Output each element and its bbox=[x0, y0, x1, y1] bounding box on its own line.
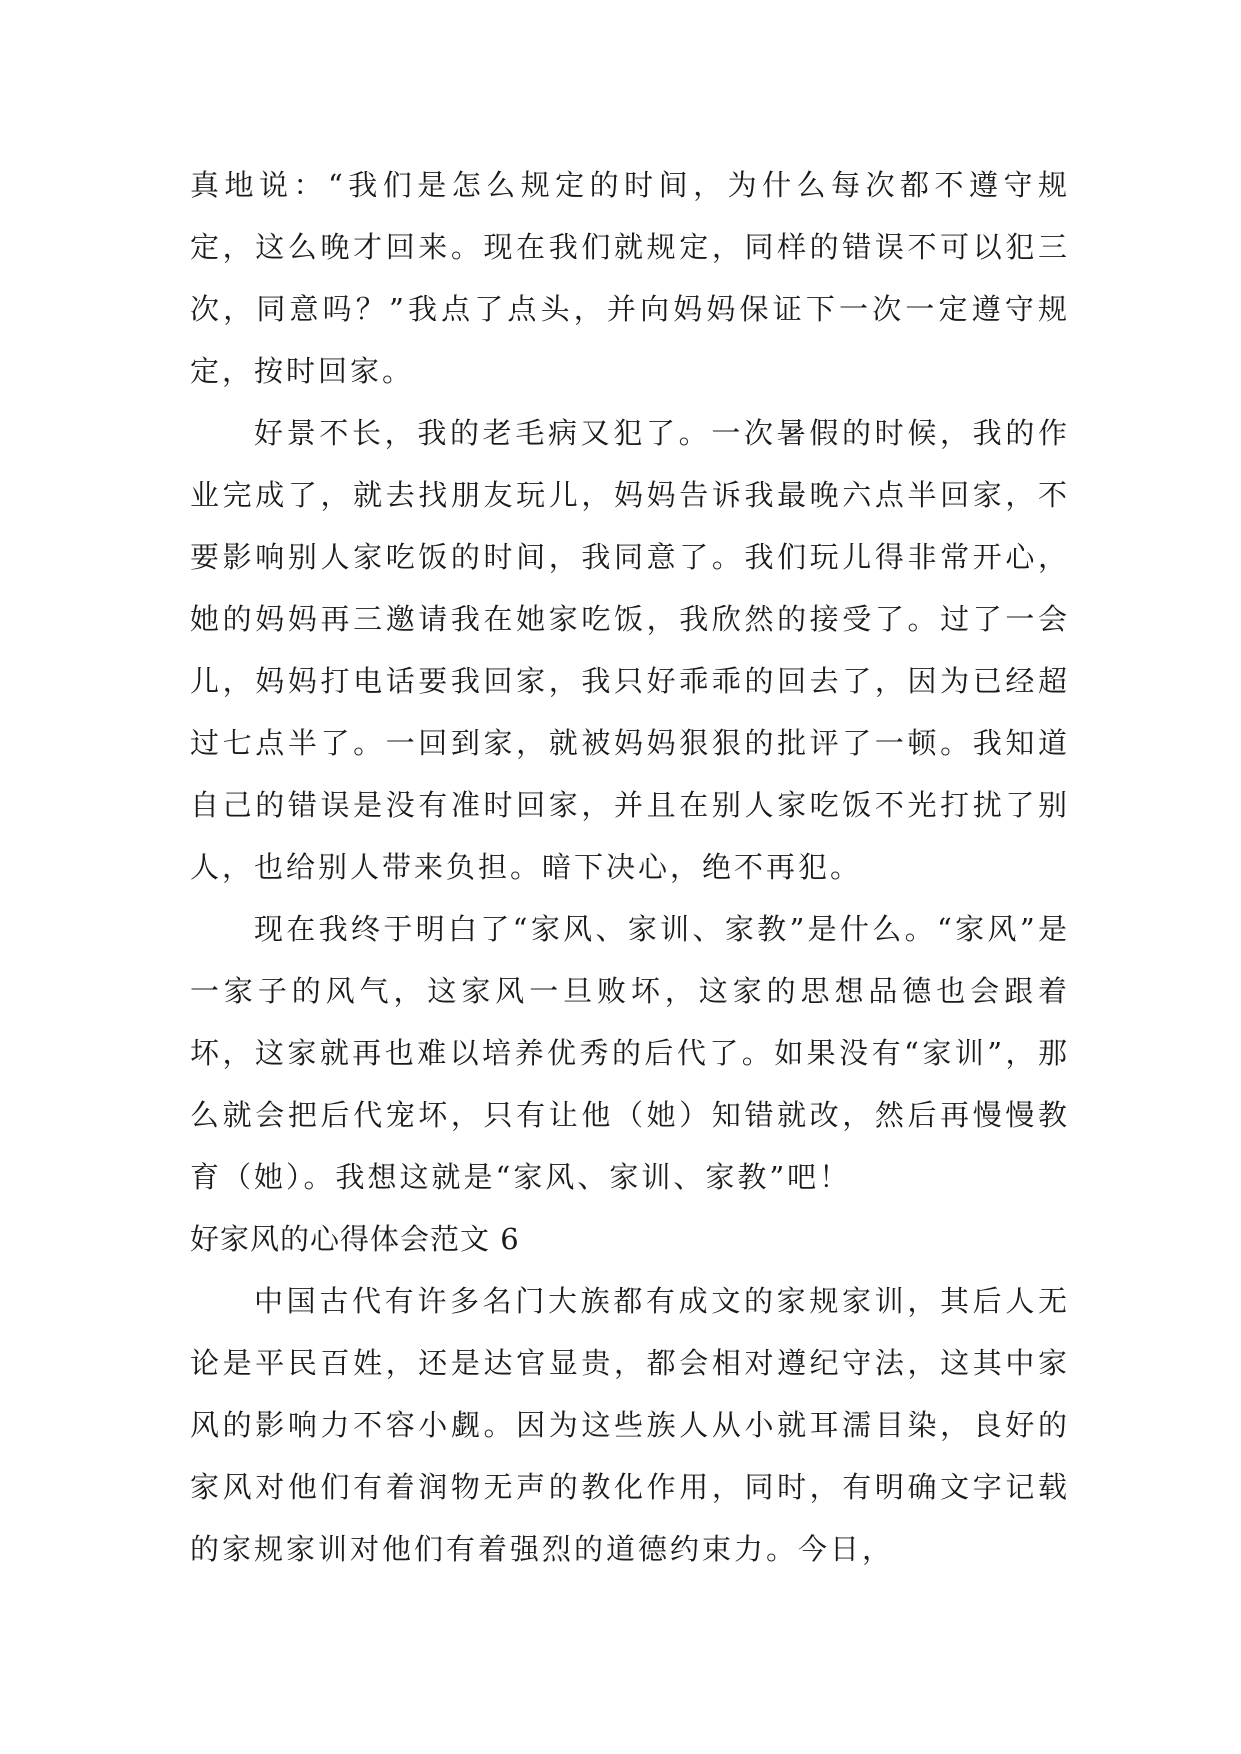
paragraph-continuation: 真地说：“我们是怎么规定的时间，为什么每次都不遵守规定，这么晚才回来。现在我们就规定，同样的错误不可以犯三次，同意吗？”我点了点头，并向妈妈保证下一次一定遵守规定，按时回家。 bbox=[190, 168, 1070, 388]
paragraph-conclusion: 现在我终于明白了“家风、家训、家教”是什么。“家风”是一家子的风气，这家风一旦败坏，这家的思想品德也会跟着坏，这家就再也难以培养优秀的后代了。如果没有“家训”，那么就会把后代宠坏，只有让他（她）知错就改，然后再慢慢教育（她）。我想这就是“家风、家训、家教”吧！ bbox=[190, 912, 1070, 1194]
paragraph-summer-story: 好景不长，我的老毛病又犯了。一次暑假的时候，我的作业完成了，就去找朋友玩儿，妈妈告诉我最晚六点半回家，不要影响别人家吃饭的时间，我同意了。我们玩儿得非常开心，她的妈妈再三邀请我在她家吃饭，我欣然的接受了。过了一会儿，妈妈打电话要我回家，我只好乖乖的回去了，因为已经超过七点半了。一回到家，就被妈妈狠狠的批评了一顿。我知道自己的错误是没有准时回家，并且在别人家吃饭不光打扰了别人，也给别人带来负担。暗下决心，绝不再犯。 bbox=[190, 416, 1070, 884]
document-body bbox=[190, 154, 1070, 1580]
paragraph-ancient-families: 中国古代有许多名门大族都有成文的家规家训，其后人无论是平民百姓，还是达官显贵，都会相对遵纪守法，这其中家风的影响力不容小觑。因为这些族人从小就耳濡目染，良好的家风对他们有着润物无声的教化作用，同时，有明确文字记载的家规家训对他们有着强烈的道德约束力。今日， bbox=[190, 1284, 1070, 1566]
section-heading: 好家风的心得体会范文 6 bbox=[190, 1222, 520, 1256]
